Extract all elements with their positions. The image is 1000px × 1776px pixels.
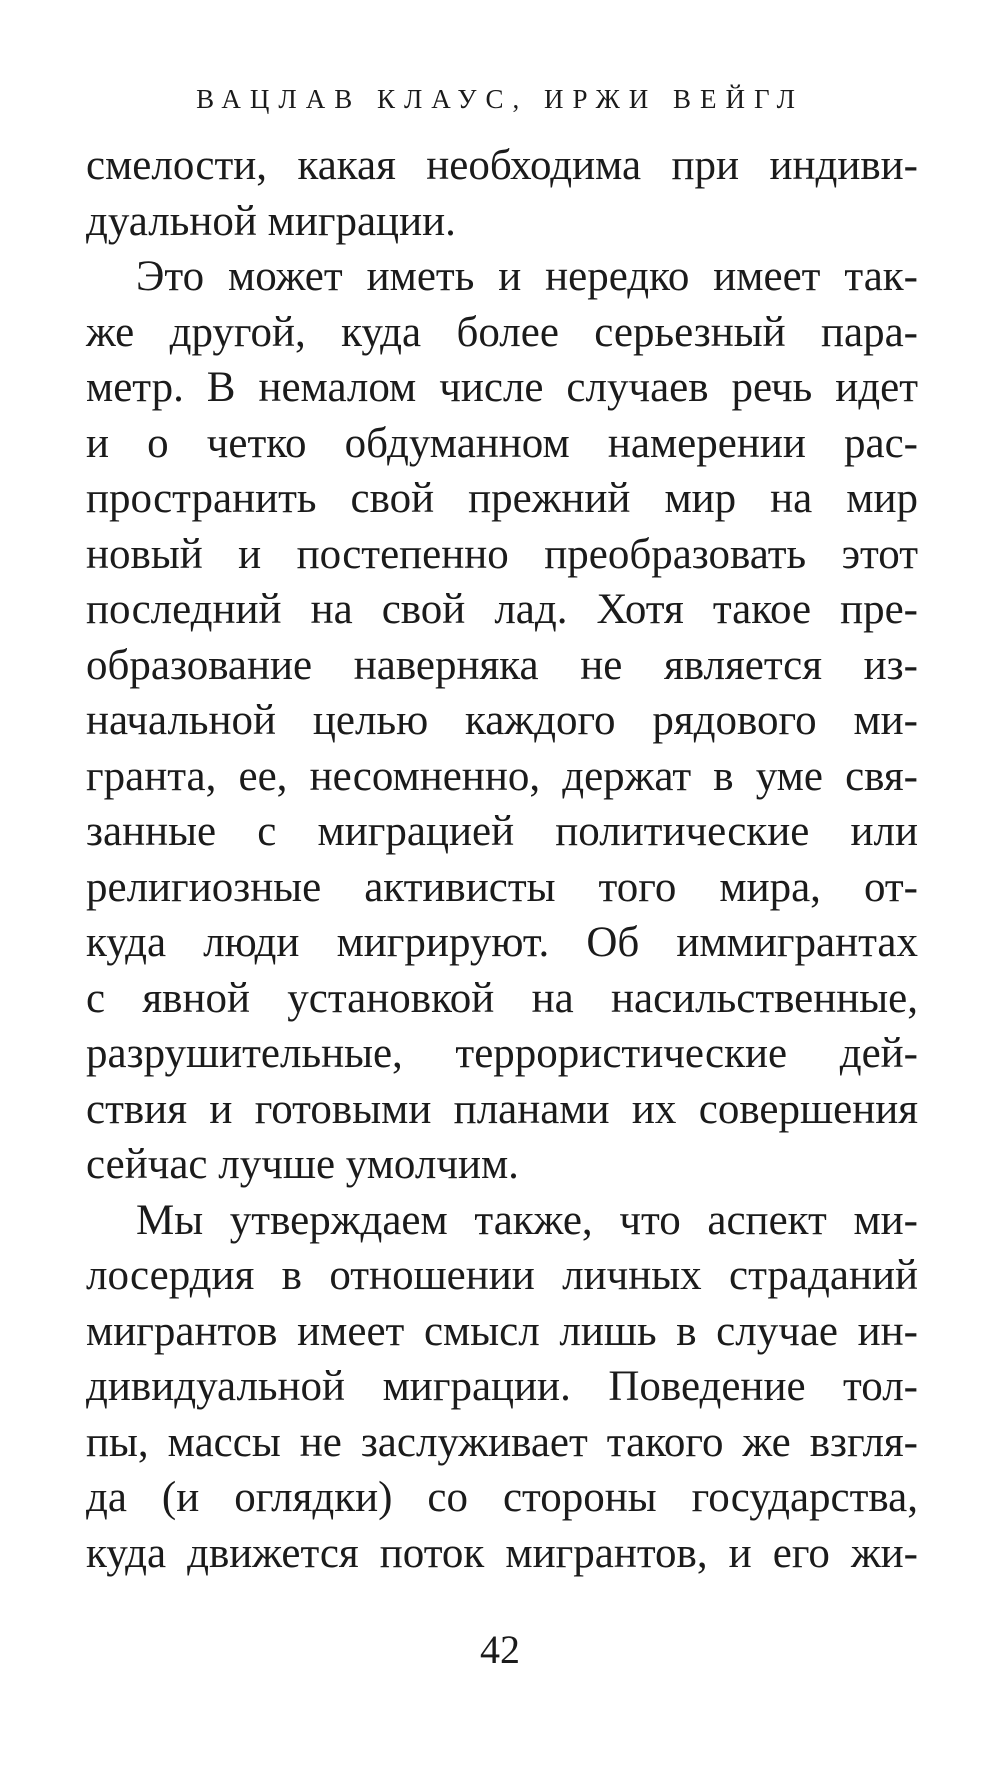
text-line: ствия и готовыми планами их совершения [86,1085,918,1133]
page-number: 42 [480,1627,520,1672]
text-line: занные с миграцией политические или [86,808,918,855]
text-line: же другой, куда более серьезный пара- [86,308,918,356]
text-line: религиозные активисты того мира, от- [86,863,918,911]
text-line: гранта, ее, несомненно, держат в уме свя- [86,752,918,800]
text-line: пы, массы не заслуживает такого же взгля- [86,1418,918,1466]
text-line: начальной целью каждого рядового ми- [86,697,918,744]
text-line: и о четко обдуманном намерении рас- [86,419,918,467]
text-line: разрушительные, террористические дей- [86,1030,918,1077]
text-line: лосердия в отношении личных страданий [86,1252,918,1299]
body-text [86,138,918,1581]
running-head: ВАЦЛАВ КЛАУС, ИРЖИ ВЕЙГЛ [196,84,804,114]
text-line: дуальной миграции. [86,197,456,245]
text-line: последний на свой лад. Хотя такое пре- [86,586,918,633]
text-line: куда люди мигрируют. Об иммигрантах [86,919,918,966]
text-line: пространить свой прежний мир на мир [86,475,918,522]
text-line: да (и оглядки) со стороны государства, [86,1474,918,1521]
text-line: мигрантов имеет смысл лишь в случае ин- [86,1307,918,1355]
text-line: с явной установкой на насильственные, [86,974,918,1022]
text-line: дивидуальной миграции. Поведение тол- [86,1363,918,1410]
text-line: сейчас лучше умолчим. [86,1141,519,1188]
text-line: куда движется поток мигрантов, и его жи- [86,1529,918,1577]
text-line: метр. В немалом числе случаев речь идет [86,364,918,411]
text-line: смелости, какая необходима при индиви- [86,142,918,189]
text-line: Мы утверждаем также, что аспект ми- [136,1196,918,1244]
text-line: образование наверняка не является из- [86,641,918,689]
text-line: Это может иметь и нередко имеет так- [136,253,918,300]
text-line: новый и постепенно преобразовать этот [86,530,918,578]
